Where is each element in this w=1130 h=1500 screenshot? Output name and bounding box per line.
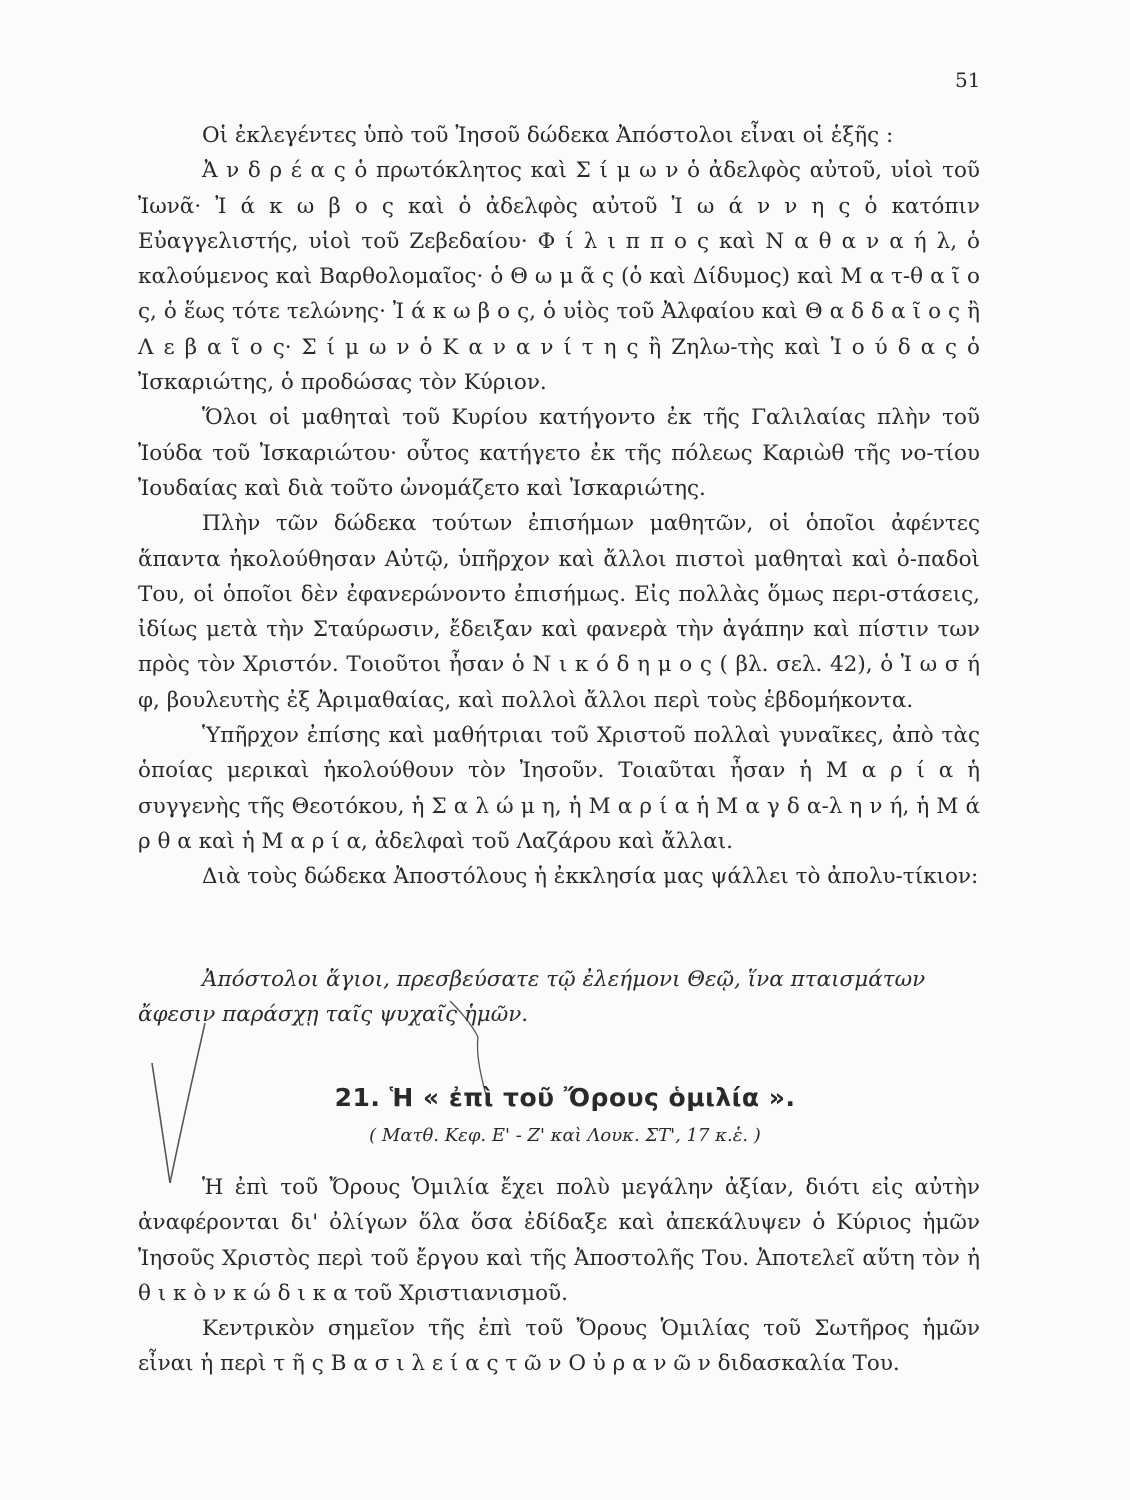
- page-number: 51: [955, 68, 981, 92]
- apolytikion-hymn: Ἀπόστολοι ἅγιοι, πρεσβεύσατε τῷ ἐλεήμονι Θεῷ, ἵνα πταισμάτων ἄφεσιν παράσχῃ ταῖς ψυχαῖς ἡμῶν.: [138, 967, 926, 1028]
- section-reference: ( Ματθ. Κεφ. Ε' - Ζ' καὶ Λουκ. ΣΤ', 17 κ.ἑ. ): [369, 1125, 761, 1146]
- paragraph-sermon-value: Ἡ ἐπὶ τοῦ Ὄρους Ὁμιλία ἔχει πολὺ μεγάλην ἀξίαν, διότι εἰς αὐτὴν ἀναφέρονται δι' ὀλίγων ὅλα ὅσα ἐδίδαξε καὶ ἀπεκάλυψεν ὁ Κύριος ἡμῶν Ἰησοῦς Χριστὸς περὶ τοῦ ἔργου καὶ τῆς Ἀποστολῆς Του. Ἀποτελεῖ αὕτη τὸν ἠ θ ι κ ὸ ν κ ώ δ ι κ α τοῦ Χριστιανισμοῦ.: [138, 1175, 980, 1306]
- paragraph-women-disciples: Ὑπῆρχον ἐπίσης καὶ μαθήτριαι τοῦ Χριστοῦ πολλαὶ γυναῖκες, ἀπὸ τὰς ὁποίας μερικαὶ ἠκολούθουν τὸν Ἰησοῦν. Τοιαῦται ἦσαν ἡ Μ α ρ ί α ἡ συγγενὴς τῆς Θεοτόκου, ἡ Σ α λ ώ μ η, ἡ Μ α ρ ί α ἡ Μ α γ δ α-λ η ν ή, ἡ Μ ά ρ θ α καὶ ἡ Μ α ρ ί α, ἀδελφαὶ τοῦ Λαζάρου καὶ ἄλλαι.: [138, 723, 980, 854]
- paragraph-apolytikion-intro: Διὰ τοὺς δώδεκα Ἀποστόλους ἡ ἐκκλησία μας ψάλλει τὸ ἀπολυ-τίκιον:: [202, 864, 979, 890]
- paragraph-apostles-intro: Οἱ ἐκλεγέντες ὑπὸ τοῦ Ἰησοῦ δώδεκα Ἀπόστολοι εἶναι οἱ ἑξῆς :: [202, 123, 894, 148]
- paragraph-other-disciples: Πλὴν τῶν δώδεκα τούτων ἐπισήμων μαθητῶν, οἱ ὁποῖοι ἀφέντες ἅπαντα ἠκολούθησαν Αὐτῷ, ὑπῆρχον καὶ ἄλλοι πιστοὶ μαθηταὶ καὶ ὀ-παδοὶ Του, οἱ ὁποῖοι δὲν ἐφανερώνοντο ἐπισήμως. Εἰς πολλὰς ὅμως περι-στάσεις, ἰδίως μετὰ τὴν Σταύρωσιν, ἔδειξαν καὶ φανερὰ τὴν ἀγάπην καὶ πίστιν των πρὸς τὸν Χριστόν. Τοιοῦτοι ἦσαν ὁ Ν ι κ ό δ η μ ο ς ( βλ. σελ. 42), ὁ Ἰ ω σ ή φ, βουλευτὴς ἐξ Ἀριμαθαίας, καὶ πολλοὶ ἄλλοι περὶ τοὺς ἑβδομήκοντα.: [138, 511, 980, 713]
- paragraph-galilee: Ὅλοι οἱ μαθηταὶ τοῦ Κυρίου κατήγοντο ἐκ τῆς Γαλιλαίας πλὴν τοῦ Ἰούδα τοῦ Ἰσκαριώτου· οὗτος κατήγετο ἐκ τῆς πόλεως Καριὼθ τῆς νο-τίου Ἰουδαίας καὶ διὰ τοῦτο ὠνομάζετο καὶ Ἰσκαριώτης.: [138, 405, 980, 501]
- body-text-upper: [138, 118, 980, 895]
- paragraph-apostles-list: Ἀ ν δ ρ έ α ς ὁ πρωτόκλητος καὶ Σ ί μ ω ν ὁ ἀδελφὸς αὐτοῦ, υἱοὶ τοῦ Ἰωνᾶ· Ἰ ά κ ω β ο ς καὶ ὁ ἀδελφὸς αὐτοῦ Ἰ ω ά ν ν η ς ὁ κατόπιν Εὐαγγελιστής, υἱοὶ τοῦ Ζεβεδαίου· Φ ί λ ι π π ο ς καὶ Ν α θ α ν α ή λ, ὁ καλούμενος καὶ Βαρθολομαῖος· ὁ Θ ω μ ᾶ ς (ὁ καὶ Δίδυμος) καὶ Μ α τ-θ α ῖ ο ς, ὁ ἕως τότε τελώνης· Ἰ ά κ ω β ο ς, ὁ υἱὸς τοῦ Ἀλφαίου καὶ Θ α δ δ α ῖ ο ς ἢ Λ ε β α ῖ ο ς· Σ ί μ ω ν ὁ Κ α ν α ν ί τ η ς ἢ Ζηλω-τὴς καὶ Ἰ ο ύ δ α ς ὁ Ἰσκαριώτης, ὁ προδώσας τὸν Κύριον.: [138, 158, 980, 396]
- section-title: 21. Ἡ « ἐπὶ τοῦ Ὄρους ὁμιλία ».: [334, 1083, 796, 1112]
- body-text-lower: [138, 1170, 980, 1382]
- paragraph-kingdom-teaching: Κεντρικὸν σημεῖον τῆς ἐπὶ τοῦ Ὄρους Ὁμιλίας τοῦ Σωτῆρος ἡμῶν εἶναι ἡ περὶ τ ῆ ς Β α σ ι λ ε ί α ς τ ῶ ν Ο ὐ ρ α ν ῶ ν διδασκαλία Του.: [138, 1316, 980, 1377]
